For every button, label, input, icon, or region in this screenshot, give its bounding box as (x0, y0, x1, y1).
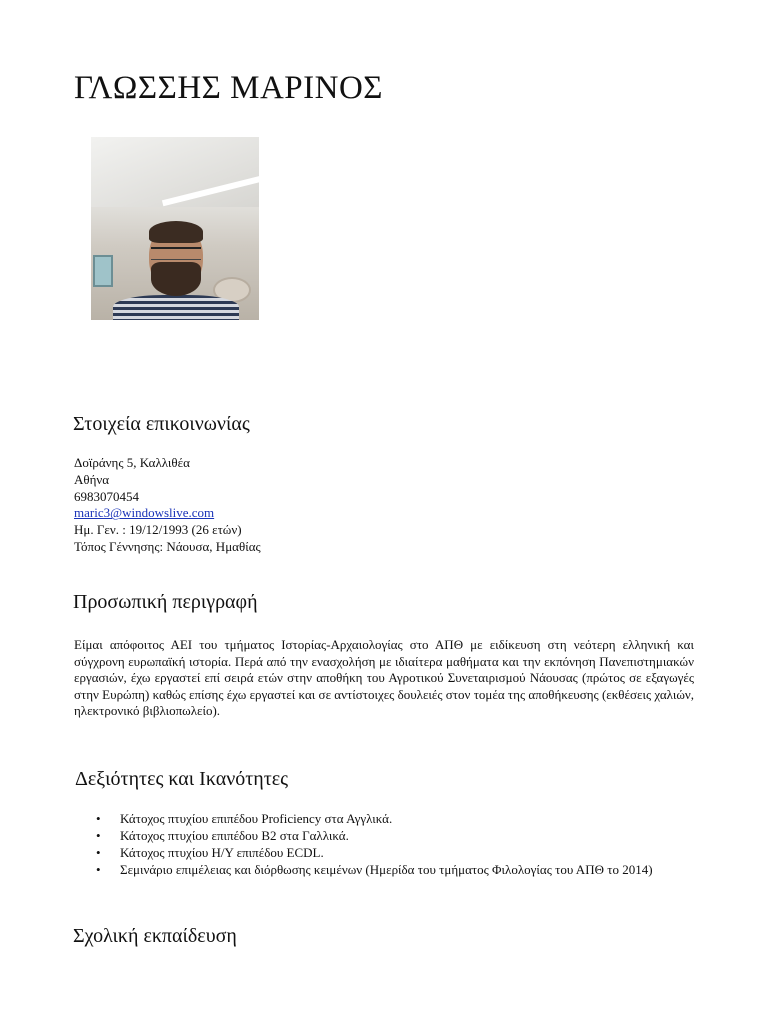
profile-photo (91, 137, 259, 320)
skill-text: Κάτοχος πτυχίου επιπέδου Β2 στα Γαλλικά. (120, 828, 349, 843)
contact-section-title: Στοιχεία επικοινωνίας (73, 413, 250, 435)
skill-text: Κάτοχος πτυχίου επιπέδου Proficiency στα Αγγλικά. (120, 811, 393, 826)
bullet-icon: • (96, 845, 101, 860)
photo-wall-picture (93, 255, 113, 287)
contact-phone: 6983070454 (74, 488, 139, 504)
photo-glasses (151, 247, 201, 260)
education-section-title: Σχολική εκπαίδευση (73, 925, 237, 947)
skills-section-title: Δεξιότητες και Ικανότητες (75, 768, 289, 790)
photo-hair (149, 221, 203, 243)
contact-address: Δοϊράνης 5, Καλλιθέα (74, 455, 190, 470)
skill-text: Σεμινάριο επιμέλειας και διόρθωσης κειμένων (Ημερίδα του τμήματος Φιλολογίας του ΑΠΘ το 2014) (120, 862, 653, 877)
contact-email-link[interactable]: maric3@windowslive.com (74, 505, 215, 521)
contact-birth-date: Ημ. Γεν. : 19/12/1993 (26 ετών) (74, 522, 242, 538)
photo-beard (151, 262, 201, 296)
profile-section-title: Προσωπική περιγραφή (73, 591, 258, 613)
list-item (74, 810, 674, 827)
profile-description: Είμαι απόφοιτος ΑΕΙ του τμήματος Ιστορίας-Αρχαιολογίας στο ΑΠΘ με ειδίκευση στη νεότερη ελληνική και σύγχρονη ευρωπαϊκή ιστορία. Περά από την ενασχολήση με ιδιαίτερα μαθήματα και την εκπόνηση Πανεπιστημιακών εργασιών, έχω εργαστεί επί σειρά ετών στην αποθήκη του Αγροτικού Συνεταιρισμού Νάουσας (πρώτος σε εξαγωγές στην Ευρώπη) καθώς επίσης έχω εργαστεί και σε αντίστοιχες δουλειές στον τομέα της αποθήκευσης (εκθέσεις χαλιών, ηλεκτρονικό βιβλιοπωλείο). (74, 637, 694, 719)
person-name: ΓΛΩΣΣΗΣ ΜΑΡΙΝΟΣ (74, 70, 384, 106)
bullet-icon: • (96, 828, 101, 843)
contact-birth-place: Τόπος Γέννησης: Νάουσα, Ημαθίας (74, 538, 261, 554)
photo-shirt (113, 295, 239, 320)
contact-city: Αθήνα (74, 471, 110, 487)
skills-list (74, 810, 674, 878)
list-item (74, 844, 674, 861)
bullet-icon: • (96, 862, 101, 877)
skill-text: Κάτοχος πτυχίου Η/Υ επιπέδου ECDL. (120, 845, 324, 860)
bullet-icon: • (96, 811, 101, 826)
list-item (74, 827, 674, 844)
contact-details (74, 455, 261, 556)
list-item (74, 861, 674, 878)
